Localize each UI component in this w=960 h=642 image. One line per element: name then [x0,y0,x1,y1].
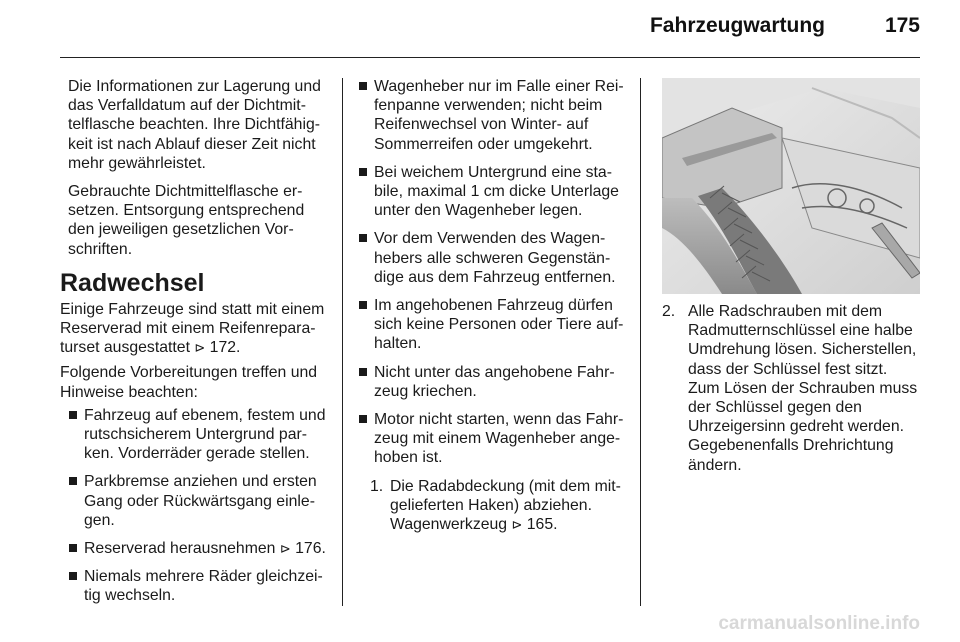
jack-safety-list [358,77,624,468]
cross-reference-arrow-icon: ⊳ [194,340,206,356]
column-1 [60,77,326,615]
step-1 [370,477,624,535]
cross-reference-arrow-icon: ⊳ [279,541,291,557]
paragraph-repair-kit [60,300,326,358]
column-3 [662,302,920,484]
paragraph-storage-info: Die Informationen zur Lagerung und das Verfalldatum auf der Dichtmittelflasche beachten. Ihre Dichtfähigkeit ist nach Ablauf dieser Zeit nicht mehr gewährleistet. [68,78,321,172]
list-item-text: Bei weichem Untergrund eine stabile, maximal 1 cm dicke Unterlage unter den Wagenheber legen. [374,163,619,220]
bullet-square-icon [69,477,77,485]
bullet-square-icon [69,572,77,580]
list-item-text: Wagenheber nur im Falle einer Reifenpanne verwenden; nicht beim Reifenwechsel von Winter- auf Sommerreifen oder umgekehrt. [374,78,624,153]
watermark: carmanualsonline.info [718,613,920,634]
page-ref-link[interactable]: 176. [295,540,326,558]
wheel-illustration [662,78,920,294]
bullet-square-icon [359,168,367,176]
list-item-text: Fahrzeug auf ebenem, festem und rutschsicherem Untergrund parken. Vorderräder gerade stellen. [84,406,326,463]
step-number: 2. [662,303,676,320]
bullet-square-icon [69,411,77,419]
bullet-square-icon [359,234,367,242]
list-item [358,296,624,354]
list-item [358,77,624,154]
paragraph-preparations: Folgende Vorbereitungen treffen und Hinweise beachten: [60,364,318,401]
column-2 [358,77,624,543]
page-ref-link[interactable]: 165. [526,516,558,534]
list-item-text: Vor dem Verwenden des Wagenhebers alle schweren Gegenständige aus dem Fahrzeug entfernen. [374,230,616,286]
column-divider-left [342,78,343,606]
paragraph-disposal: Gebrauchte Dichtmittelflasche ersetzen. Entsorgung entsprechend den jeweiligen gesetzlichen Vorschriften. [68,183,305,258]
list-item [358,163,624,221]
list-item-text: Parkbremse anziehen und ersten Gang oder Rückwärtsgang einlegen. [84,473,317,529]
list-item [358,229,624,287]
list-item [68,539,326,558]
wheel-illustration-svg [662,78,920,294]
bullet-square-icon [359,415,367,423]
page-number: 175 [884,14,920,37]
list-item [358,410,624,468]
list-item-text: Reserverad herausnehmen [84,540,276,558]
bullet-square-icon [359,368,367,376]
bullet-square-icon [359,301,367,309]
paragraph-repair-kit-text: Einige Fahrzeuge sind statt mit einem Reserverad mit einem Reifenreparaturset ausgestattet [60,300,325,357]
step-text: Alle Radschrauben mit dem Radmutternschlüssel eine halbe Umdrehung lösen. Sicherstellen, dass der Schlüssel fest sitzt. Zum Lösen der Schrauben muss der Schlüssel gegen den Uhrzeigersinn gedreht werden. Gegebenenfalls Drehrichtung ändern. [688,303,918,474]
preparation-list [60,406,326,606]
cross-reference-arrow-icon: ⊳ [511,517,523,533]
list-item [358,363,624,401]
section-heading: Radwechsel [60,268,205,297]
step-text: Die Radabdeckung (mit dem mitgelieferten Haken) abziehen. Wagenwerkzeug [390,477,621,534]
column-divider-right [640,78,641,606]
sealant-notes [60,77,326,259]
bullet-square-icon [359,82,367,90]
list-item [68,406,326,464]
header-rule [60,57,920,58]
list-item-text: Motor nicht starten, wenn das Fahrzeug mit einem Wagenheber angehoben ist. [374,411,624,467]
step-number: 1. [370,477,384,495]
list-item [68,567,326,605]
list-item [68,472,326,530]
list-item-text: Niemals mehrere Räder gleichzeitig wechseln. [84,568,323,605]
list-item-text: Nicht unter das angehobene Fahrzeug kriechen. [374,363,615,400]
bullet-square-icon [69,544,77,552]
step-2 [662,302,920,475]
list-item-text: Im angehobenen Fahrzeug dürfen sich keine Personen oder Tiere aufhalten. [374,297,624,353]
page-ref-link[interactable]: 172. [209,339,241,357]
header-title: Fahrzeugwartung [649,14,825,37]
